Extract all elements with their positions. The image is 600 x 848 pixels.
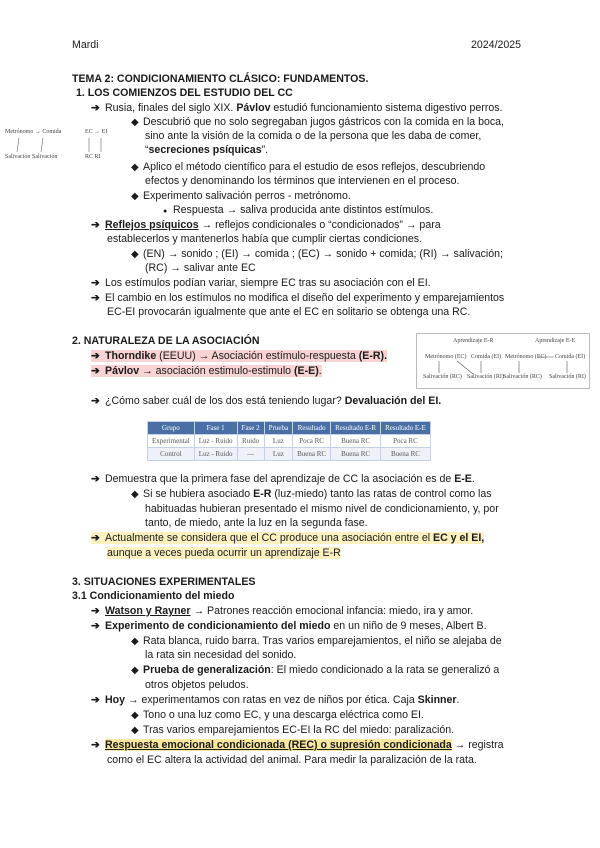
arrow-icon: ➔ <box>91 102 100 114</box>
table-header-row: Grupo Fase 1 Fase 2 Prueba Resultado Resultado E-R Resultado E-E <box>148 422 431 435</box>
s1-line-3b: EC-EI provocarán igualmente que ante el EC en solitario se obtenga una RC. <box>107 306 471 318</box>
s3-diamond-7: ◆ Prueba de generalización: El miedo condicionado a la rata se generalizó a <box>131 664 500 676</box>
arrow-icon: ➔ <box>91 605 100 617</box>
s3-diamond-8: ◆ Tono o una luz como EC, y una descarga eléctrica como EI. <box>131 709 424 721</box>
arrow-icon: ➔ <box>91 532 100 544</box>
s1-diamond-2b: efectos y denominando los términos que intervienen en el proceso. <box>145 175 460 187</box>
s2-diamond-5b: habituadas hubieran presentado el mismo nivel de condicionamiento, y, por <box>145 503 499 515</box>
doc-title: TEMA 2: CONDICIONAMIENTO CLÁSICO: FUNDAMENTOS. <box>72 73 369 85</box>
s1-line-3: ➔ El cambio en los estímulos no modifica el diseño del experimento y emparejamientos <box>91 292 505 304</box>
arrow-icon: ➔ <box>91 739 100 751</box>
arrow-icon: ➔ <box>91 277 100 289</box>
s1-diamond-1c: “secreciones psíquicas”. <box>145 144 269 156</box>
section-2-heading: 2. NATURALEZA DE LA ASOCIACIÓN <box>72 335 260 347</box>
arrow-icon: ➔ <box>91 395 100 407</box>
s3-diamond-7b: otros objetos peludos. <box>145 679 249 691</box>
diamond-icon: ◆ <box>131 249 139 260</box>
header-right: 2024/2025 <box>471 39 522 51</box>
s1-diamond-4b: (RC) → salivar ante EC <box>145 262 256 274</box>
s3-rec-b: como el EC altera la actividad del animal. Para medir la paralización de la rata. <box>107 754 477 766</box>
diamond-icon: ◆ <box>131 117 139 128</box>
s2-question: ➔ ¿Cómo saber cuál de los dos está teniendo lugar? Devaluación del EI. <box>91 395 442 407</box>
s1-diamond-1: ◆ Descubrió que no solo segregaban jugos gástricos con la comida en la boca, <box>131 116 504 128</box>
s1-diamond-1b: sino ante la visión de la comida o de la persona que les daba de comer, <box>145 130 482 142</box>
arrow-icon: ➔ <box>91 292 100 304</box>
diamond-icon: ◆ <box>131 710 139 721</box>
s2-demuestra: ➔ Demuestra que la primera fase del aprendizaje de CC la asociación es de E-E. <box>91 473 475 485</box>
s3-diamond-6b: la rata sin necesidad del sonido. <box>145 649 297 661</box>
s2-diamond-5c: tanto, de miedo, ante la luz en la segunda fase. <box>145 517 368 529</box>
section-3-1-heading: 3.1 Condicionamiento del miedo <box>72 590 235 602</box>
arrow-icon: ➔ <box>91 473 100 485</box>
header-left: Mardi <box>72 39 99 51</box>
s2-diamond-5: ◆ Si se hubiera asociado E-R (luz-miedo) tanto las ratas de control como las <box>131 488 492 500</box>
s2-actualmente: ➔ Actualmente se considera que el CC produce una asociación entre el EC y el EI, <box>91 532 485 544</box>
bullet-icon: ● <box>163 208 168 215</box>
diamond-icon: ◆ <box>131 636 139 647</box>
s1-reflejos: ➔ Reflejos psíquicos → reflejos condicionales o “condicionados” → para <box>91 219 441 231</box>
s3-hoy: ➔ Hoy → experimentamos con ratas en vez de niños por ética. Caja Skinner. <box>91 694 460 706</box>
table-row: Control Luz - Ruido — Luz Buena RC Buena RC Buena RC <box>148 448 431 461</box>
s2-pavlov: ➔ Pávlov → asociación estimulo-estimulo (E-E). <box>91 365 322 377</box>
devaluation-table <box>147 421 431 461</box>
diamond-icon: ◆ <box>131 162 139 173</box>
section-1-heading: 1. LOS COMIENZOS DEL ESTUDIO DEL CC <box>76 87 293 99</box>
s1-diamond-3: ◆ Experimento salivación perros - metrónomo. <box>131 190 351 202</box>
s1-line-1: ➔ Rusia, finales del siglo XIX. Pávlov estudió funcionamiento sistema digestivo perros. <box>91 102 503 114</box>
s3-watson: ➔ Watson y Rayner → Patrones reacción emocional infancia: miedo, ira y amor. <box>91 605 474 617</box>
s3-diamond-6: ◆ Rata blanca, ruido barra. Tras varios emparejamientos, el niño se alejaba de <box>131 635 502 647</box>
s3-diamond-9: ◆ Tras varios emparejamientos EC-EI la RC del miedo: paralización. <box>131 724 455 736</box>
s2-thorndike: ➔ Thorndike (EEUU) → Asociación estímulo-respuesta (E-R). <box>91 350 388 362</box>
s3-rec: ➔ Respuesta emocional condicionada (REC) o supresión condicionada → registra <box>91 739 504 751</box>
arrow-icon: ➔ <box>91 350 100 362</box>
arrow-icon: ➔ <box>91 219 100 231</box>
diamond-icon: ◆ <box>131 665 139 676</box>
s1-dot-1: ● Respuesta → saliva producida ante distintos estímulos. <box>163 204 434 216</box>
arrow-icon: ➔ <box>91 694 100 706</box>
s1-diamond-2: ◆ Aplico el método científico para el estudio de esos reflejos, descubriendo <box>131 161 486 173</box>
diamond-icon: ◆ <box>131 489 139 500</box>
arrow-icon: ➔ <box>91 365 100 377</box>
s2-actualmente-b: aunque a veces pueda ocurrir un aprendizaje E-R <box>107 547 341 559</box>
association-diagram: Aprendizaje E-R Aprendizaje E-E Metrónomo (EC) Comida (EI) Metrónomo (EC) Comida (EI) Salivación (RC) Salivación (RI) Salivación (RC) Salivación (RI) <box>416 333 590 389</box>
s1-line-2: ➔ Los estímulos podían variar, siempre EC tras su asociación con el EI. <box>91 277 431 289</box>
metronome-diagram: Metrónomo → Comida EC → EI Salivación Salivación RC RI <box>5 129 108 160</box>
arrow-icon: ➔ <box>91 620 100 632</box>
s1-diamond-4: ◆ (EN) → sonido ; (EI) → comida ; (EC) → sonido + comida; (RI) → salivación; <box>131 248 503 260</box>
table-row: Experimental Luz - Ruido Ruido Luz Poca RC Buena RC Poca RC <box>148 435 431 448</box>
s3-experimento: ➔ Experimento de condicionamiento del miedo en un niño de 9 meses, Albert B. <box>91 620 487 632</box>
s1-reflejos-b: establecerlos y mantenerlos había que cumplir ciertas condiciones. <box>107 233 423 245</box>
section-3-heading: 3. SITUACIONES EXPERIMENTALES <box>72 576 256 588</box>
diamond-icon: ◆ <box>131 725 139 736</box>
diamond-icon: ◆ <box>131 191 139 202</box>
